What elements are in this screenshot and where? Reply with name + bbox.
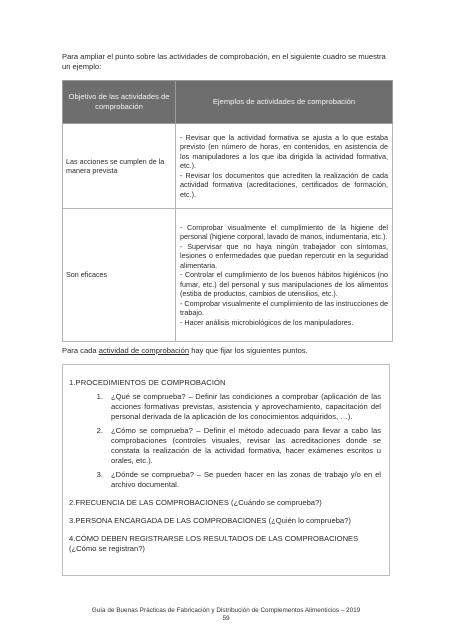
example-item: - Controlar el cumplimiento de los buenos hábitos higiénicos (no fumar, etc.) del personal y sus manipulaciones de los alimentos (estiba de productos, cambios de utensilios, etc.). [180, 270, 388, 299]
point-2: 2.FRECUENCIA DE LAS COMPROBACIONES (¿Cuándo se comprueba?) [69, 498, 322, 507]
example-item: - Revisar que la actividad formativa se ajusta a lo que estaba previsto (en número de horas, en contenidos, en asistencia de los manipuladores a los que iba dirigida la actividad formativa, etc.). [180, 132, 388, 171]
list-item [69, 470, 383, 490]
table-header-objective: Objetivo de las actividades de comprobación [63, 81, 176, 124]
verification-activity-link[interactable]: actividad de comprobación [98, 346, 190, 355]
points-intro-suffix: hay que fijar los siguientes puntos. [189, 346, 308, 355]
list-item-text: ¿Cómo se comprueba? – Definir el método adecuado para llevar a cabo las comprobaciones (controles visuales, revisar las acreditaciones donde se constata la realización de la actividad formativa, hacer exámenes escritos u orales, etc.). [111, 426, 381, 465]
list-item [69, 426, 383, 466]
page-number: 59 [222, 615, 230, 623]
points-intro-prefix: Para cada [62, 346, 99, 355]
table-row [63, 124, 393, 209]
example-item: - Hacer análisis microbiológicos de los manipuladores. [180, 317, 354, 327]
point-1-heading: 1.PROCEDIMIENTOS DE COMPROBACIÓN [69, 378, 226, 387]
points-box [62, 364, 390, 576]
list-item-number: 2. [96, 426, 103, 435]
table-cell-objective: Son eficaces [63, 209, 176, 342]
example-item: - Supervisar que no haya ningún trabajador con síntomas, lesiones o enfermedades que puedan repercutir en la seguridad alimentaria. [180, 241, 388, 270]
list-item [69, 392, 383, 422]
page-footer [0, 607, 452, 624]
table-cell-examples [176, 124, 393, 209]
list-item-number: 3. [96, 470, 103, 479]
list-item-number: 1. [96, 392, 103, 401]
table-cell-examples [176, 209, 393, 342]
example-item: - Comprobar visualmente el cumplimiento de la higiene del personal (higiene corporal, lavado de manos, indumentaria, etc.). [180, 222, 388, 242]
point-3: 3.PERSONA ENCARGADA DE LAS COMPROBACIONES (¿Quién lo comprueba?) [69, 516, 351, 525]
point-4: 4.CÓMO DEBEN REGISTRARSE LOS RESULTADOS DE LAS COMPROBACIONES (¿Cómo se registran?) [69, 534, 359, 553]
table-header-row [63, 81, 393, 124]
procedure-sublist [69, 392, 383, 490]
verification-activities-table [62, 80, 393, 342]
table-row [63, 209, 393, 342]
list-item-text: ¿Qué se comprueba? – Definir las condiciones a comprobar (aplicación de las acciones formativas previstas, asistencia y aprovechamiento, capacitación del personal derivada de la aplicación de los conocimientos adquiridos, …). [111, 392, 381, 421]
points-intro-paragraph [62, 346, 394, 356]
intro-paragraph: Para ampliar el punto sobre las actividades de comprobación, en el siguiente cuadro se muestra un ejemplo: [62, 52, 386, 72]
footer-title: Guía de Buenas Prácticas de Fabricación y Distribución de Complementos Alimenticios – 2019 [91, 607, 361, 614]
table-header-examples: Ejemplos de actividades de comprobación [176, 81, 393, 124]
list-item-text: ¿Dónde se comprueba? – Se pueden hacer en las zonas de trabajo y/o en el archivo documental. [111, 470, 381, 489]
example-item: - Comprobar visualmente el cumplimiento de las instrucciones de trabajo. [180, 298, 388, 318]
example-item: - Revisar los documentos que acrediten la realización de cada actividad formativa (acreditaciones, certificados de formación, etc.). [180, 170, 388, 199]
table-cell-objective: Las acciones se cumplen de la manera prevista [63, 124, 176, 209]
